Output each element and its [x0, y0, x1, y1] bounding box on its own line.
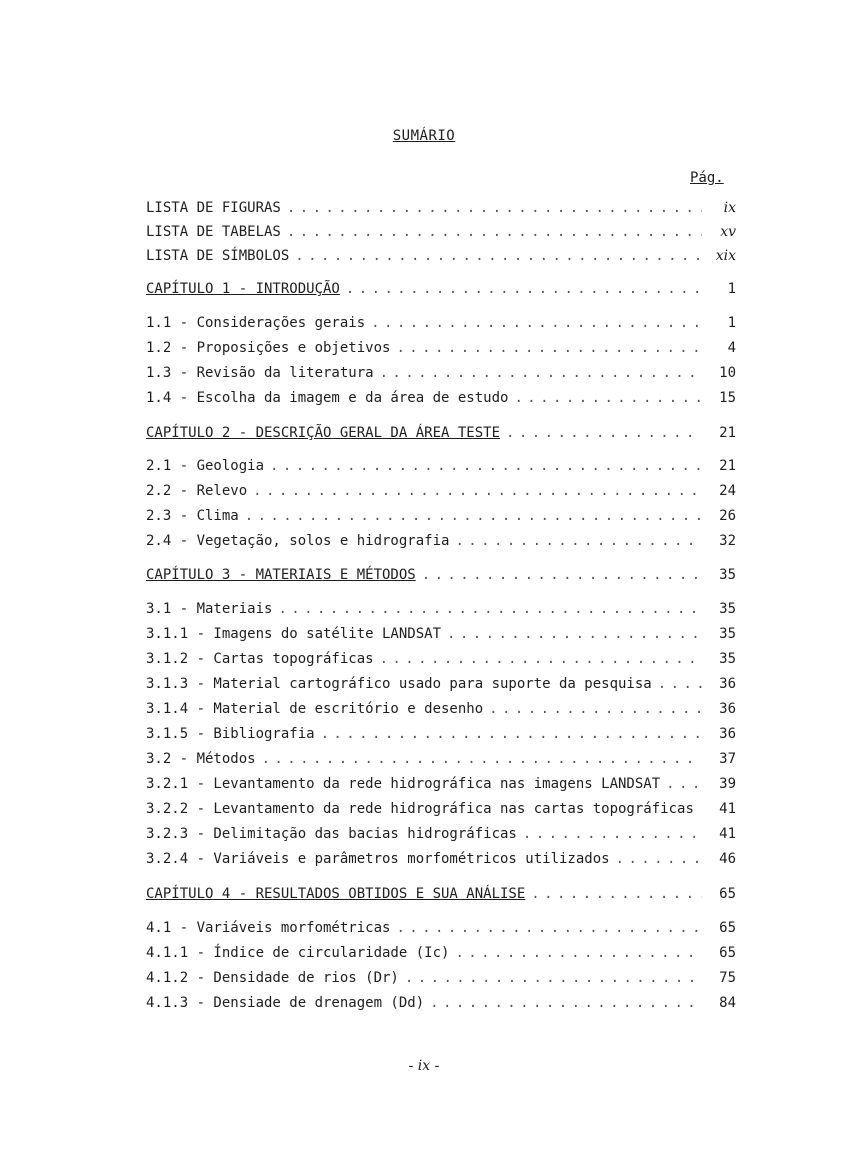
toc-entry-label: 3.2.4 - Variáveis e parâmetros morfométricos utilizados: [146, 851, 610, 867]
toc-entry: [146, 626, 736, 644]
toc-entry: [146, 200, 736, 218]
toc-entry: [146, 224, 736, 242]
toc-entry-label: 4.1.2 - Densidade de rios (Dr): [146, 970, 399, 986]
toc-entry-page: 37: [719, 751, 736, 767]
toc-entry-label: 1.2 - Proposições e objetivos: [146, 340, 391, 356]
toc-entry-label: 2.3 - Clima: [146, 508, 239, 524]
page-title: SUMÁRIO: [392, 128, 456, 144]
toc-entry-page: 65: [719, 920, 736, 936]
toc-entry-page: 1: [727, 315, 736, 331]
toc-entry-page: 21: [719, 425, 736, 441]
toc-entry-label: 3.1.1 - Imagens do satélite LANDSAT: [146, 626, 442, 642]
toc-entry-page: 36: [719, 701, 736, 717]
toc-entry: [146, 390, 736, 408]
toc-entry-page: 65: [719, 886, 736, 902]
toc-entry-label: 1.3 - Revisão da literatura: [146, 365, 374, 381]
toc-entry: [146, 701, 736, 719]
toc-entry-label: 3.2 - Métodos: [146, 751, 256, 767]
toc-entry-page: 15: [719, 390, 736, 406]
toc-entry-label: 4.1 - Variáveis morfométricas: [146, 920, 391, 936]
toc-entry: [146, 365, 736, 383]
toc-entry: [146, 726, 736, 744]
toc-chapter: [146, 425, 736, 443]
toc-entry-page: 35: [719, 651, 736, 667]
toc-entry-page: 26: [719, 508, 736, 524]
toc-entry: [146, 776, 736, 794]
toc-chapter: [146, 886, 736, 904]
toc-entry: [146, 945, 736, 963]
toc-entry-label: 2.4 - Vegetação, solos e hidrografia: [146, 533, 450, 549]
toc-entry-label: 3.2.2 - Levantamento da rede hidrográfica nas cartas topográficas: [146, 801, 694, 817]
page-column-header: Pág.: [690, 170, 724, 186]
toc-entry-page: 10: [719, 365, 736, 381]
toc-entry-label: LISTA DE TABELAS: [146, 224, 281, 240]
toc-entry-page: xv: [720, 224, 736, 240]
toc-entry-page: 1: [727, 281, 736, 297]
toc-entry: [146, 970, 736, 988]
toc-chapter-label: CAPÍTULO 1 - INTRODUÇÃO: [146, 281, 340, 297]
toc-entry-label: 3.1.2 - Cartas topográficas: [146, 651, 374, 667]
toc-entry-page: 65: [719, 945, 736, 961]
toc-entry-label: 3.1.3 - Material cartográfico usado para suporte da pesquisa: [146, 676, 652, 692]
toc-entry-page: 4: [727, 340, 736, 356]
toc-entry-label: 1.1 - Considerações gerais: [146, 315, 366, 331]
toc-entry-label: 3.2.1 - Levantamento da rede hidrográfica nas imagens LANDSAT: [146, 776, 661, 792]
toc-entry-label: 3.2.3 - Delimitação das bacias hidrográficas: [146, 826, 517, 842]
toc-entry: [146, 340, 736, 358]
toc-entry-label: 1.4 - Escolha da imagem e da área de estudo: [146, 390, 509, 406]
toc-entry-label: 3.1 - Materiais: [146, 601, 273, 617]
toc-entry: [146, 458, 736, 476]
toc-entry-page: 36: [719, 676, 736, 692]
toc-entry-label: LISTA DE FIGURAS: [146, 200, 281, 216]
toc-entry-page: 21: [719, 458, 736, 474]
toc-entry: [146, 995, 736, 1013]
toc-entry: [146, 676, 736, 694]
toc-entry-page: 84: [719, 995, 736, 1011]
page-number-footer: - ix -: [408, 1058, 440, 1074]
toc-entry: [146, 483, 736, 501]
toc-chapter-label: CAPÍTULO 2 - DESCRIÇÃO GERAL DA ÁREA TESTE: [146, 425, 501, 441]
toc-entry-label: 3.1.4 - Material de escritório e desenho: [146, 701, 484, 717]
toc-entry: [146, 851, 736, 869]
toc-entry-page: 41: [719, 826, 736, 842]
toc-entry-page: ix: [723, 200, 736, 216]
toc-entry-page: 75: [719, 970, 736, 986]
toc-chapter-label: CAPÍTULO 4 - RESULTADOS OBTIDOS E SUA ANÁLISE: [146, 886, 526, 902]
toc-entry: [146, 315, 736, 333]
toc-entry: [146, 751, 736, 769]
toc-entry-page: 46: [719, 851, 736, 867]
toc-entry-page: 35: [719, 567, 736, 583]
toc-entry: [146, 920, 736, 938]
toc-entry-page: 32: [719, 533, 736, 549]
toc-entry-page: 24: [719, 483, 736, 499]
toc-entry: [146, 508, 736, 526]
toc-entry-label: 2.1 - Geologia: [146, 458, 265, 474]
toc-entry-label: 4.1.3 - Densiade de drenagem (Dd): [146, 995, 425, 1011]
toc-chapter-label: CAPÍTULO 3 - MATERIAIS E MÉTODOS: [146, 567, 416, 583]
toc-entry: [146, 801, 736, 819]
toc-chapter: [146, 567, 736, 585]
toc-entry-page: 39: [719, 776, 736, 792]
toc-entry: [146, 651, 736, 669]
toc-entry-label: 2.2 - Relevo: [146, 483, 248, 499]
toc-entry: [146, 533, 736, 551]
toc-entry-label: 3.1.5 - Bibliografia: [146, 726, 315, 742]
toc-entry-page: 41: [719, 801, 736, 817]
toc-entry: [146, 248, 736, 266]
toc-chapter: [146, 281, 736, 299]
toc-entry-page: 36: [719, 726, 736, 742]
toc-entry-page: xix: [715, 248, 736, 264]
toc-entry-label: 4.1.1 - Índice de circularidade (Ic): [146, 945, 450, 961]
toc-entry-page: 35: [719, 626, 736, 642]
toc-entry: [146, 601, 736, 619]
toc-entry: [146, 826, 736, 844]
toc-entry-label: LISTA DE SÍMBOLOS: [146, 248, 290, 264]
toc-entry-page: 35: [719, 601, 736, 617]
